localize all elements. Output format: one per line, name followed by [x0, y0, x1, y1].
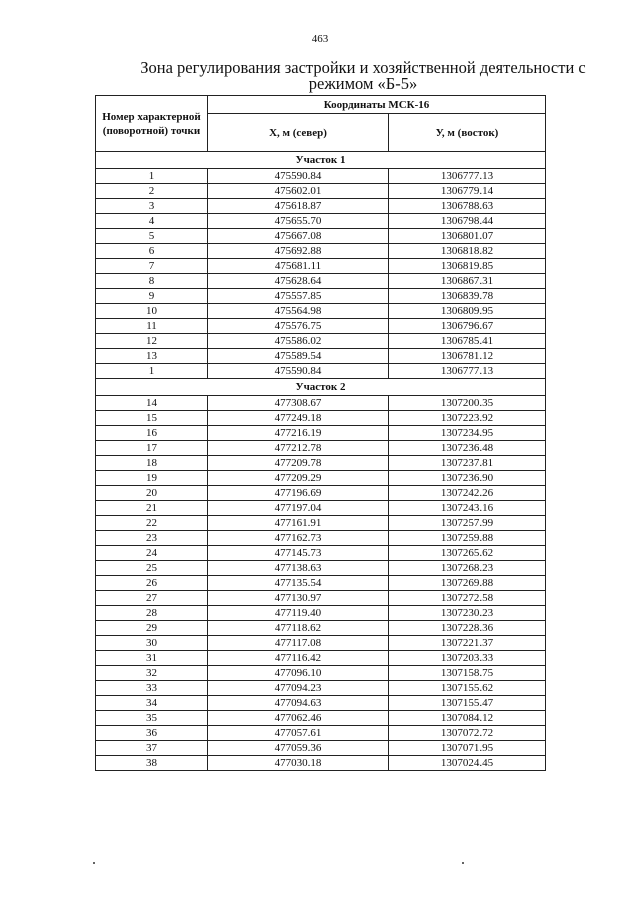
table-row: [96, 651, 546, 666]
x-coordinate-cell: 477209.78: [208, 456, 389, 471]
x-coordinate-cell: 477030.18: [208, 756, 389, 771]
y-coordinate-cell: 1307236.90: [389, 471, 546, 486]
point-number-cell: 26: [96, 576, 208, 591]
y-coordinate-cell: 1306819.85: [389, 259, 546, 274]
point-number-cell: 14: [96, 396, 208, 411]
table-row: [96, 726, 546, 741]
table-row: [96, 606, 546, 621]
x-coordinate-cell: 477197.04: [208, 501, 389, 516]
table-row: [96, 334, 546, 349]
header-y: У, м (восток): [389, 114, 546, 152]
table-row: [96, 486, 546, 501]
y-coordinate-cell: 1307084.12: [389, 711, 546, 726]
x-coordinate-cell: 477249.18: [208, 411, 389, 426]
table-row: [96, 576, 546, 591]
table-row: [96, 741, 546, 756]
point-number-cell: 21: [96, 501, 208, 516]
y-coordinate-cell: 1307223.92: [389, 411, 546, 426]
point-number-cell: 17: [96, 441, 208, 456]
point-number-cell: 27: [96, 591, 208, 606]
table-row: [96, 364, 546, 379]
point-number-cell: 2: [96, 184, 208, 199]
table-row: [96, 561, 546, 576]
y-coordinate-cell: 1306809.95: [389, 304, 546, 319]
x-coordinate-cell: 477161.91: [208, 516, 389, 531]
x-coordinate-cell: 477196.69: [208, 486, 389, 501]
point-number-cell: 1: [96, 364, 208, 379]
table-row: [96, 259, 546, 274]
point-number-cell: 35: [96, 711, 208, 726]
point-number-cell: 20: [96, 486, 208, 501]
point-number-cell: 37: [96, 741, 208, 756]
y-coordinate-cell: 1307228.36: [389, 621, 546, 636]
y-coordinate-cell: 1307158.75: [389, 666, 546, 681]
y-coordinate-cell: 1306796.67: [389, 319, 546, 334]
point-number-cell: 18: [96, 456, 208, 471]
table-row: [96, 169, 546, 184]
table-row: [96, 289, 546, 304]
point-number-cell: 36: [96, 726, 208, 741]
table-row: [96, 621, 546, 636]
point-number-cell: 9: [96, 289, 208, 304]
point-number-cell: 1: [96, 169, 208, 184]
point-number-cell: 32: [96, 666, 208, 681]
y-coordinate-cell: 1307257.99: [389, 516, 546, 531]
page-number: 463: [311, 33, 329, 45]
point-number-cell: 38: [96, 756, 208, 771]
x-coordinate-cell: 477118.62: [208, 621, 389, 636]
y-coordinate-cell: 1307221.37: [389, 636, 546, 651]
table-row: [96, 304, 546, 319]
point-number-cell: 15: [96, 411, 208, 426]
point-number-cell: 25: [96, 561, 208, 576]
table-row: [96, 411, 546, 426]
x-coordinate-cell: 477116.42: [208, 651, 389, 666]
y-coordinate-cell: 1306801.07: [389, 229, 546, 244]
point-number-cell: 24: [96, 546, 208, 561]
table-row: [96, 501, 546, 516]
y-coordinate-cell: 1307265.62: [389, 546, 546, 561]
y-coordinate-cell: 1306777.13: [389, 169, 546, 184]
y-coordinate-cell: 1306867.31: [389, 274, 546, 289]
y-coordinate-cell: 1306818.82: [389, 244, 546, 259]
x-coordinate-cell: 477212.78: [208, 441, 389, 456]
y-coordinate-cell: 1307272.58: [389, 591, 546, 606]
point-number-cell: 31: [96, 651, 208, 666]
table-row: [96, 319, 546, 334]
x-coordinate-cell: 477209.29: [208, 471, 389, 486]
x-coordinate-cell: 475692.88: [208, 244, 389, 259]
x-coordinate-cell: 477162.73: [208, 531, 389, 546]
x-coordinate-cell: 477059.36: [208, 741, 389, 756]
x-coordinate-cell: 475655.70: [208, 214, 389, 229]
x-coordinate-cell: 475618.87: [208, 199, 389, 214]
x-coordinate-cell: 477130.97: [208, 591, 389, 606]
table-row: [96, 349, 546, 364]
point-number-cell: 23: [96, 531, 208, 546]
y-coordinate-cell: 1307259.88: [389, 531, 546, 546]
table-row: [96, 214, 546, 229]
section-title: Участок 2: [96, 379, 546, 396]
point-number-cell: 10: [96, 304, 208, 319]
point-number-cell: 3: [96, 199, 208, 214]
table-row: [96, 396, 546, 411]
y-coordinate-cell: 1307237.81: [389, 456, 546, 471]
x-coordinate-cell: 477096.10: [208, 666, 389, 681]
point-number-cell: 12: [96, 334, 208, 349]
table-row: [96, 199, 546, 214]
scan-speck: [462, 862, 464, 864]
y-coordinate-cell: 1307200.35: [389, 396, 546, 411]
y-coordinate-cell: 1306785.41: [389, 334, 546, 349]
point-number-cell: 8: [96, 274, 208, 289]
point-number-cell: 7: [96, 259, 208, 274]
point-number-cell: 5: [96, 229, 208, 244]
point-number-cell: 30: [96, 636, 208, 651]
table-row: [96, 696, 546, 711]
x-coordinate-cell: 477216.19: [208, 426, 389, 441]
x-coordinate-cell: 475628.64: [208, 274, 389, 289]
table-row: [96, 229, 546, 244]
x-coordinate-cell: 477117.08: [208, 636, 389, 651]
x-coordinate-cell: 475590.84: [208, 364, 389, 379]
point-number-cell: 28: [96, 606, 208, 621]
header-coordinates: Координаты МСК-16: [208, 96, 546, 114]
table-row: [96, 636, 546, 651]
point-number-cell: 4: [96, 214, 208, 229]
x-coordinate-cell: 477119.40: [208, 606, 389, 621]
table-row: [96, 244, 546, 259]
x-coordinate-cell: 477135.54: [208, 576, 389, 591]
table-row: [96, 184, 546, 199]
x-coordinate-cell: 475667.08: [208, 229, 389, 244]
point-number-cell: 19: [96, 471, 208, 486]
x-coordinate-cell: 475590.84: [208, 169, 389, 184]
x-coordinate-cell: 477057.61: [208, 726, 389, 741]
x-coordinate-cell: 475564.98: [208, 304, 389, 319]
y-coordinate-cell: 1307155.62: [389, 681, 546, 696]
section-row: [96, 152, 546, 169]
y-coordinate-cell: 1306781.12: [389, 349, 546, 364]
table-row: [96, 471, 546, 486]
table-row: [96, 516, 546, 531]
x-coordinate-cell: 475589.54: [208, 349, 389, 364]
x-coordinate-cell: 475557.85: [208, 289, 389, 304]
y-coordinate-cell: 1306798.44: [389, 214, 546, 229]
point-number-cell: 16: [96, 426, 208, 441]
section-title: Участок 1: [96, 152, 546, 169]
point-number-cell: 33: [96, 681, 208, 696]
x-coordinate-cell: 475576.75: [208, 319, 389, 334]
y-coordinate-cell: 1307071.95: [389, 741, 546, 756]
table-row: [96, 426, 546, 441]
table-row: [96, 456, 546, 471]
y-coordinate-cell: 1307243.16: [389, 501, 546, 516]
y-coordinate-cell: 1306779.14: [389, 184, 546, 199]
point-number-cell: 34: [96, 696, 208, 711]
x-coordinate-cell: 475602.01: [208, 184, 389, 199]
y-coordinate-cell: 1307268.23: [389, 561, 546, 576]
y-coordinate-cell: 1307269.88: [389, 576, 546, 591]
point-number-cell: 13: [96, 349, 208, 364]
y-coordinate-cell: 1307155.47: [389, 696, 546, 711]
scan-speck: [93, 862, 95, 864]
y-coordinate-cell: 1307072.72: [389, 726, 546, 741]
table-row: [96, 441, 546, 456]
table-row: [96, 546, 546, 561]
y-coordinate-cell: 1307230.23: [389, 606, 546, 621]
table-row: [96, 711, 546, 726]
point-number-cell: 11: [96, 319, 208, 334]
table-row: [96, 591, 546, 606]
y-coordinate-cell: 1306777.13: [389, 364, 546, 379]
table-row: [96, 666, 546, 681]
table-row: [96, 681, 546, 696]
y-coordinate-cell: 1306839.78: [389, 289, 546, 304]
point-number-cell: 22: [96, 516, 208, 531]
x-coordinate-cell: 477138.63: [208, 561, 389, 576]
y-coordinate-cell: 1306788.63: [389, 199, 546, 214]
coordinates-table: [95, 95, 546, 771]
document-title: Зона регулирования застройки и хозяйственной деятельности с режимом «Б-5»: [140, 58, 586, 93]
y-coordinate-cell: 1307234.95: [389, 426, 546, 441]
header-x: Х, м (север): [208, 114, 389, 152]
header-point-number: Номер характерной (поворотной) точки: [96, 96, 208, 152]
x-coordinate-cell: 477308.67: [208, 396, 389, 411]
table-row: [96, 274, 546, 289]
x-coordinate-cell: 477062.46: [208, 711, 389, 726]
x-coordinate-cell: 477094.63: [208, 696, 389, 711]
table-row: [96, 531, 546, 546]
point-number-cell: 29: [96, 621, 208, 636]
y-coordinate-cell: 1307024.45: [389, 756, 546, 771]
x-coordinate-cell: 477094.23: [208, 681, 389, 696]
table-row: [96, 756, 546, 771]
y-coordinate-cell: 1307203.33: [389, 651, 546, 666]
x-coordinate-cell: 477145.73: [208, 546, 389, 561]
y-coordinate-cell: 1307236.48: [389, 441, 546, 456]
x-coordinate-cell: 475586.02: [208, 334, 389, 349]
point-number-cell: 6: [96, 244, 208, 259]
section-row: [96, 379, 546, 396]
x-coordinate-cell: 475681.11: [208, 259, 389, 274]
y-coordinate-cell: 1307242.26: [389, 486, 546, 501]
table-body: [96, 152, 546, 771]
